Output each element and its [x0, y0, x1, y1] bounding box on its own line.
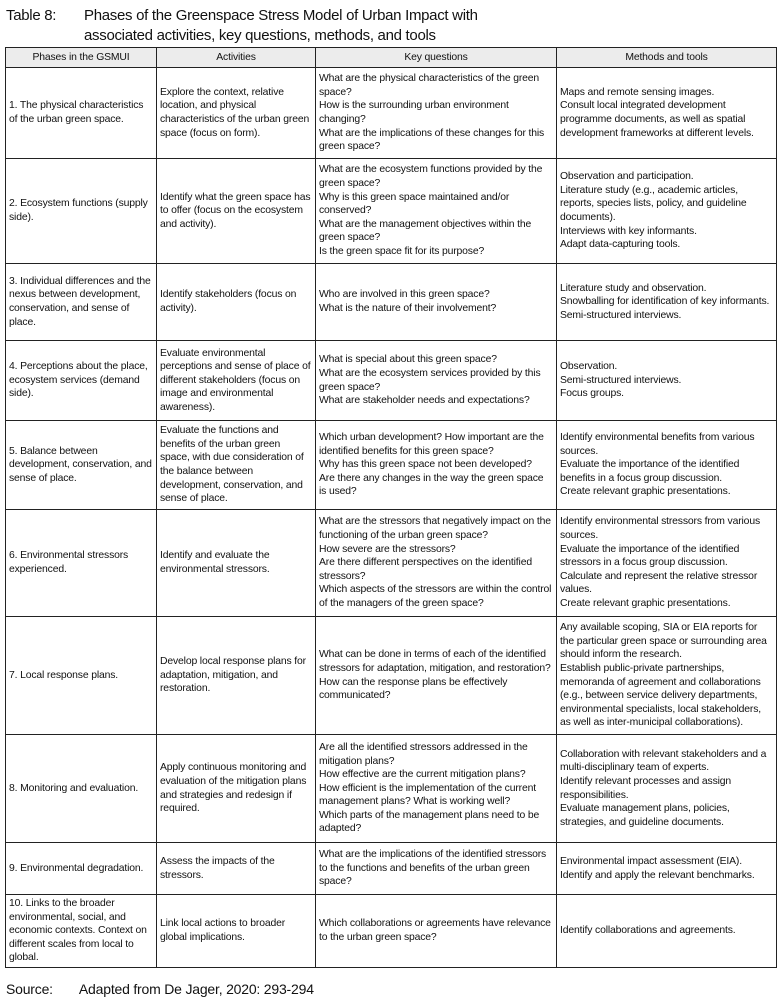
key-question: How is the surrounding urban environment changing? [319, 100, 509, 125]
method-item: Semi-structured interviews. [560, 309, 682, 321]
key-question: Are there any changes in the way the green space is used? [319, 472, 544, 498]
phase-cell [6, 843, 157, 895]
method-item: Create relevant graphic presentations. [560, 486, 731, 498]
method-item: Maps and remote sensing images. [560, 86, 715, 98]
phase-cell [6, 895, 157, 968]
key-question: Who are involved in this green space? [319, 289, 490, 301]
method-item: Interviews with key informants. [560, 225, 697, 237]
questions-cell [316, 341, 557, 421]
source-text: Adapted from De Jager, 2020: 293-294 [78, 981, 314, 997]
methods-cell [557, 421, 777, 510]
key-question: How can the response plans be effectively communicated? [319, 676, 508, 702]
table-row [6, 843, 777, 895]
method-item: Create relevant graphic presentations. [560, 597, 731, 609]
questions-cell [316, 421, 557, 510]
phase-cell [6, 735, 157, 843]
key-question: What can be done in terms of each of the identified stressors for adaptation, mitigation, and restoration? [319, 649, 551, 674]
key-question: Are there different perspectives on the identified stressors? [319, 557, 532, 582]
activities-cell [157, 617, 316, 735]
method-item: Identify and apply the relevant benchmarks. [560, 869, 755, 881]
key-question: How severe are the stressors? [319, 543, 456, 555]
phase-text: 5. Balance between development, conservation, and sense of place. [9, 445, 152, 484]
phase-text: 3. Individual differences and the nexus between development, conservation, and sense of place. [9, 275, 151, 328]
activities-cell [157, 843, 316, 895]
table-row [6, 159, 777, 264]
methods-cell [557, 735, 777, 843]
activities-cell [157, 341, 316, 421]
activities-text: Develop local response plans for adaptation, mitigation, and restoration. [160, 656, 306, 695]
phase-text: 4. Perceptions about the place, ecosystem services (demand side). [9, 361, 148, 400]
method-item: Establish public-private partnerships, memoranda of agreement and collaborations (e.g., between service delivery departments, environmental specialists, local stakeholders, as well as inter-municipal collaborations). [560, 662, 762, 729]
method-item: Any available scoping, SIA or EIA reports for the particular green space or surrounding area should inform the research. [560, 622, 767, 661]
method-item: Literature study and observation. [560, 282, 707, 294]
method-item: Semi-structured interviews. [560, 374, 682, 386]
method-item: Collaboration with relevant stakeholders and a multi-disciplinary team of experts. [560, 748, 767, 774]
phase-text: 7. Local response plans. [9, 669, 119, 681]
method-item: Adapt data-capturing tools. [560, 239, 681, 251]
key-question: Which collaborations or agreements have relevance to the urban green space? [319, 918, 551, 943]
phase-text: 8. Monitoring and evaluation. [9, 782, 139, 794]
phase-cell [6, 510, 157, 617]
key-question: What is the nature of their involvement? [319, 303, 497, 314]
activities-cell [157, 159, 316, 264]
phase-cell [6, 617, 157, 735]
methods-cell [557, 843, 777, 895]
activities-text: Identify and evaluate the environmental stressors. [160, 550, 270, 575]
method-item: Identify environmental stressors from various sources. [560, 516, 760, 542]
activities-text: Apply continuous monitoring and evaluation of the mitigation plans and strategies and redesign if required. [160, 762, 307, 815]
header-methods-tools: Methods and tools [557, 48, 777, 68]
method-item: Evaluate the importance of the identified benefits in a focus group discussion. [560, 459, 740, 484]
method-item: Observation and participation. [560, 171, 694, 183]
table-row [6, 617, 777, 735]
header-activities: Activities [157, 48, 316, 68]
questions-cell [316, 264, 557, 341]
activities-text: Identify what the green space has to offer (focus on the ecosystem and activity). [160, 191, 311, 230]
phase-text: 1. The physical characteristics of the urban green space. [9, 100, 144, 125]
key-question: Why is this green space maintained and/or conserved? [319, 191, 510, 217]
questions-cell [316, 510, 557, 617]
activities-text: Explore the context, relative location, and physical characteristics of the urban green space (focus on form). [160, 86, 310, 139]
table-label: Table 8: [6, 7, 57, 24]
table-title: Phases of the Greenspace Stress Model of Urban Impact with associated activities, key questions, methods, and tools [84, 7, 478, 44]
phase-text: 9. Environmental degradation. [9, 862, 144, 874]
method-item: Calculate and represent the relative stressor values. [560, 570, 758, 596]
questions-cell [316, 159, 557, 264]
header-key-questions: Key questions [316, 48, 557, 68]
method-item: Consult local integrated development programme documents, as well as spatial development frameworks at different levels. [560, 100, 754, 139]
key-question: How effective are the current mitigation plans? [319, 769, 526, 781]
key-question: Are all the identified stressors addressed in the mitigation plans? [319, 741, 528, 767]
methods-cell [557, 264, 777, 341]
method-item: Snowballing for identification of key informants. [560, 296, 770, 308]
header-phases: Phases in the GSMUI [6, 48, 157, 68]
questions-cell [316, 68, 557, 159]
phase-text: 10. Links to the broader environmental, social, and economic contexts. Context on different scales from local to global. [9, 898, 147, 964]
methods-cell [557, 617, 777, 735]
activities-text: Assess the impacts of the stressors. [160, 855, 275, 881]
source-note [6, 981, 314, 997]
activities-text: Link local actions to broader global implications. [160, 918, 286, 943]
table-header-row [6, 48, 777, 68]
key-question: Which parts of the management plans need to be adapted? [319, 809, 540, 835]
method-item: Literature study (e.g., academic articles, reports, species lists, policy, and guideline documents). [560, 184, 747, 223]
table-row [6, 735, 777, 843]
key-question: What are the implications of the identified stressors to the functions and benefits of the urban green space? [319, 849, 547, 888]
key-question: What are the ecosystem services provided by this green space? [319, 367, 541, 393]
key-question: What are the stressors that negatively impact on the functioning of the urban green space? [319, 516, 551, 542]
key-question: What are stakeholder needs and expectations? [319, 395, 530, 407]
activities-cell [157, 735, 316, 843]
table-row [6, 264, 777, 341]
key-question: What is special about this green space? [319, 354, 497, 366]
key-question: What are the physical characteristics of the green space? [319, 73, 540, 98]
key-question: What are the management objectives within the green space? [319, 218, 532, 244]
activities-cell [157, 510, 316, 617]
questions-cell [316, 843, 557, 895]
methods-cell [557, 895, 777, 968]
phase-cell [6, 68, 157, 159]
activities-cell [157, 421, 316, 510]
activities-text: Evaluate environmental perceptions and sense of place of different stakeholders (focus on image and environmental awareness). [160, 347, 311, 413]
methods-cell [557, 510, 777, 617]
activities-cell [157, 68, 316, 159]
table-row [6, 421, 777, 510]
phase-cell [6, 159, 157, 264]
method-item: Observation. [560, 361, 618, 373]
table-row [6, 510, 777, 617]
table-row [6, 895, 777, 968]
phase-cell [6, 264, 157, 341]
key-question: What are the ecosystem functions provided by the green space? [319, 164, 543, 190]
method-item: Evaluate management plans, policies, strategies, and guideline documents. [560, 803, 730, 828]
method-item: Identify collaborations and agreements. [560, 925, 736, 937]
questions-cell [316, 617, 557, 735]
table-row [6, 341, 777, 421]
method-item: Identify environmental benefits from various sources. [560, 432, 755, 457]
questions-cell [316, 895, 557, 968]
activities-text: Identify stakeholders (focus on activity). [160, 289, 297, 314]
activities-cell [157, 264, 316, 341]
phase-cell [6, 421, 157, 510]
methods-cell [557, 341, 777, 421]
key-question: Is the green space fit for its purpose? [319, 245, 485, 257]
activities-cell [157, 895, 316, 968]
gsmui-phases-table [5, 47, 777, 968]
key-question: Why has this green space not been developed? [319, 459, 532, 471]
method-item: Focus groups. [560, 388, 624, 400]
key-question: Which aspects of the stressors are within the control of the managers of the green space? [319, 584, 552, 609]
phase-text: 2. Ecosystem functions (supply side). [9, 198, 148, 223]
method-item: Evaluate the importance of the identified stressors in a focus group discussion. [560, 543, 740, 569]
key-question: How efficient is the implementation of the current management plans? What is working well? [319, 782, 536, 808]
method-item: Identify relevant processes and assign responsibilities. [560, 775, 732, 801]
source-label: Source: [6, 981, 53, 997]
table-row [6, 68, 777, 159]
questions-cell [316, 735, 557, 843]
methods-cell [557, 159, 777, 264]
method-item: Environmental impact assessment (EIA). [560, 855, 742, 867]
methods-cell [557, 68, 777, 159]
phase-cell [6, 341, 157, 421]
key-question: Which urban development? How important are the identified benefits for this green space? [319, 432, 544, 457]
key-question: What are the implications of these changes for this green space? [319, 127, 545, 153]
activities-text: Evaluate the functions and benefits of the urban green space, with due consideration of the balance between development, conservation, and sense of place. [160, 425, 304, 505]
phase-text: 6. Environmental stressors experienced. [9, 550, 129, 575]
